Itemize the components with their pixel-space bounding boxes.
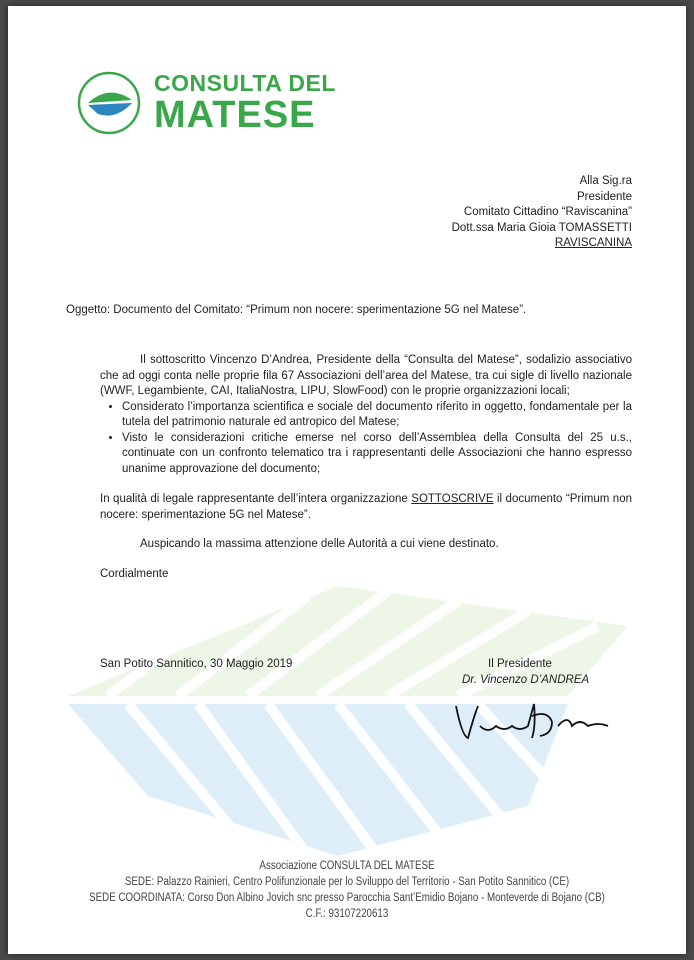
logo-leaf-icon	[76, 70, 142, 136]
signer-name: Dr. Vincenzo D’ANDREA	[462, 674, 590, 686]
letter-body: Il sottoscritto Vincenzo D’Andrea, Presidente della “Consulta del Matese”, sodalizio associativo che ad oggi conta nelle proprie fila 67 Associazioni dell’area del Matese, tra cui sigle di livello nazionale (WWF, Legambiente, CAI, ItaliaNostra, LIPU, SlowFood) con le proprie organizzazioni locali; • Considerato l’importanza scientifica e sociale del documento riferito in oggetto, fondamentale per la tutela del patrimonio naturale ed antropico del Matese; • Visto le considerazioni critiche emerse nel corso dell’Assemblea della Consulta del 25 u.s., continuate con un confronto telematico tra i rappresentanti delle Associazioni che hanno espresso unanime approvazione del documento; In qualità di legale rappresentante dell’intera organizzazione SOTTOSCRIVE il documento “Primum non nocere: sperimentazione 5G nel Matese”. Auspicando la massima attenzione delle Autorità a cui viene destinato. Cordialmente	[100, 353, 632, 582]
signer-title: Il Presidente	[488, 658, 552, 670]
handwritten-signature	[448, 696, 618, 746]
letterhead-footer: Associazione CONSULTA DEL MATESE SEDE: Palazzo Rainieri, Centro Polifunzionale per lo Sviluppo del Territorio - San Potito Sannitico (CE) SEDE COORDINATA: Corso Don Albino Jovich snc presso Parocchia Sant’Emidio Bojano - Monteverde di Bojano (CB) C.F.: 93107220613	[89, 860, 605, 920]
subject-line: Oggetto: Documento del Comitato: “Primum non nocere: sperimentazione 5G nel Matese”.	[66, 304, 527, 316]
signing-paragraph: In qualità di legale rappresentante dell’intera organizzazione SOTTOSCRIVE il documento “Primum non nocere: sperimentazione 5G nel Matese”.	[100, 493, 632, 521]
bullet-item: • Visto le considerazioni critiche emerse nel corso dell’Assemblea della Consulta del 25 u.s., continuate con un confronto telematico tra i rappresentanti delle Associazioni che hanno espresso unanime approvazione del documento;	[122, 431, 632, 478]
letter-page	[8, 6, 686, 954]
recipient-address: Alla Sig.ra Presidente Comitato Cittadino “Raviscanina” Dott.ssa Maria Gioia TOMASSETTI RAVISCANINA	[451, 175, 632, 249]
logo-wordmark: CONSULTA DEL MATESE	[154, 70, 336, 136]
place-date: San Potito Sannitico, 30 Maggio 2019	[100, 658, 293, 670]
bullet-item: • Considerato l’importanza scientifica e sociale del documento riferito in oggetto, fondamentale per la tutela del patrimonio naturale ed antropico del Matese;	[122, 400, 632, 431]
